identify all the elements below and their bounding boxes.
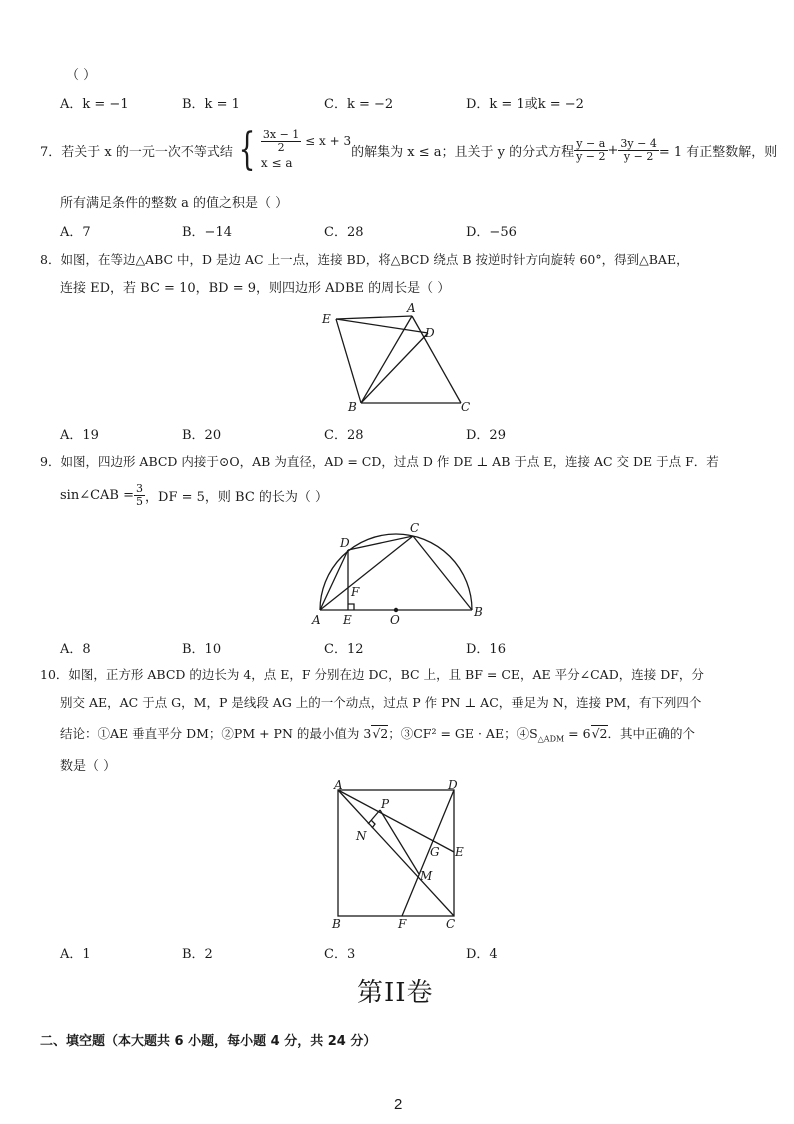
q9-option-b: B．10 bbox=[182, 642, 222, 657]
sqrt-symbol: √2 bbox=[372, 726, 389, 741]
segment-ac bbox=[412, 316, 461, 403]
label-p: P bbox=[381, 797, 390, 811]
q9-line2-rest: ，DF = 5，则 BC 的长为（ ） bbox=[145, 489, 329, 505]
label-c: C bbox=[410, 521, 420, 535]
q10-line3 bbox=[60, 724, 695, 744]
q8-option-d: D．29 bbox=[466, 428, 506, 443]
q6-paren: （ ） bbox=[66, 68, 97, 83]
q6-option-b: B．k = 1 bbox=[182, 97, 240, 112]
q6-option-a: A．k = −1 bbox=[60, 97, 129, 112]
label-o: O bbox=[390, 613, 400, 627]
section-heading: 二、填空题（本大题共 6 小题，每小题 4 分，共 24 分） bbox=[40, 1034, 377, 1049]
label-b: B bbox=[474, 605, 483, 619]
label-c: C bbox=[446, 917, 456, 931]
q7-option-a: A．7 bbox=[60, 225, 91, 240]
q7-option-c: C．28 bbox=[324, 225, 364, 240]
segment-ac bbox=[320, 536, 413, 610]
q10-line3-d: ．其中正确的个 bbox=[607, 726, 696, 741]
label-d: D bbox=[340, 536, 350, 550]
q9-figure bbox=[306, 520, 492, 630]
label-m: M bbox=[420, 869, 433, 883]
q10-option-a: A．1 bbox=[60, 947, 91, 962]
q7-ineq-fraction: $\frac{3x - 1}{2}$ bbox=[262, 127, 300, 154]
q9-option-c: C．12 bbox=[324, 642, 364, 657]
q7-stem bbox=[40, 122, 777, 178]
segment-pn bbox=[368, 810, 380, 824]
label-a: A bbox=[312, 613, 321, 627]
q9-sin-fraction: $\frac{3}{5}$ bbox=[136, 481, 144, 508]
q9-line1: 9．如图，四边形 ABCD 内接于⊙O，AB 为直径，AD = CD，过点 D 作 DE ⊥ AB 于点 E，连接 AC 交 DE 于点 F．若 bbox=[40, 454, 719, 469]
q10-line1: 10．如图，正方形 ABCD 的边长为 4，点 E，F 分别在边 DC，BC 上，且 BF = CE，AE 平分∠CAD，连接 DF，分 bbox=[40, 667, 704, 682]
q10-line4: 数是（ ） bbox=[60, 759, 117, 774]
q7-prefix: 7．若关于 x 的一元一次不等式结 bbox=[40, 144, 233, 160]
q7-option-d: D．−56 bbox=[466, 225, 517, 240]
sqrt-symbol: √2 bbox=[591, 726, 608, 741]
q10-line2: 别交 AE，AC 于点 G，M，P 是线段 AG 上的一个动点，过点 P 作 PN ⊥ AC，垂足为 N，连接 PM，有下列四个 bbox=[60, 695, 702, 710]
label-e: E bbox=[322, 312, 331, 326]
label-d: D bbox=[425, 326, 435, 340]
q8-line1: 8．如图，在等边△ABC 中，D 是边 AC 上一点，连接 BD，将△BCD 绕点 B 按逆时针方向旋转 60°，得到△BAE， bbox=[40, 252, 689, 267]
label-f: F bbox=[351, 585, 360, 599]
q7-line2: 所有满足条件的整数 a 的值之积是（ ） bbox=[60, 196, 289, 211]
segment-df bbox=[402, 790, 454, 916]
q10-line3-a: 结论：①AE 垂直平分 DM；②PM + PN 的最小值为 3 bbox=[60, 726, 372, 741]
q6-option-d: D．k = 1或k = −2 bbox=[466, 97, 584, 112]
q7-option-b: B．−14 bbox=[182, 225, 232, 240]
q9-sin-prefix: sin∠CAB = bbox=[60, 487, 135, 503]
q8-option-b: B．20 bbox=[182, 428, 222, 443]
segment-ad bbox=[320, 550, 348, 610]
q7-suffix: = 1 有正整数解，则 bbox=[658, 144, 778, 160]
q10-option-b: B．2 bbox=[182, 947, 213, 962]
q9-option-d: D．16 bbox=[466, 642, 506, 657]
page-number: 2 bbox=[394, 1096, 403, 1113]
q10-option-d: D．4 bbox=[466, 947, 498, 962]
label-n: N bbox=[356, 829, 367, 843]
segment-ea bbox=[336, 316, 412, 319]
center-point-o bbox=[394, 608, 398, 612]
q10-line3-b: ；③CF² = GE · AE；④S bbox=[388, 726, 538, 741]
q7-fraction-1: $\frac{y - a}{y - 2}$ bbox=[576, 136, 606, 163]
q6-option-c: C．k = −2 bbox=[324, 97, 394, 112]
label-a: A bbox=[334, 780, 343, 792]
label-f: F bbox=[398, 917, 407, 931]
right-angle-mark bbox=[348, 604, 354, 610]
segment-ab bbox=[361, 316, 412, 403]
q7-fraction-2: $\frac{3y - 4}{y - 2}$ bbox=[620, 136, 657, 163]
q10-line3-c: = 6 bbox=[564, 726, 591, 741]
q7-ineq-second: x ≤ a bbox=[260, 155, 293, 170]
q10-figure bbox=[326, 780, 476, 932]
q10-area-subscript: △ADM bbox=[537, 734, 565, 744]
q7-middle: 的解集为 x ≤ a；且关于 y 的分式方程 bbox=[351, 144, 575, 160]
q9-line2 bbox=[60, 478, 328, 512]
label-b: B bbox=[348, 400, 357, 414]
label-b: B bbox=[332, 917, 341, 931]
brace-symbol: { bbox=[238, 124, 256, 175]
segment-eb bbox=[336, 319, 361, 403]
label-e: E bbox=[455, 845, 464, 859]
q10-option-c: C．3 bbox=[324, 947, 356, 962]
label-g: G bbox=[430, 845, 440, 859]
q7-ineq-rhs: ≤ x + 3 bbox=[305, 133, 352, 148]
q9-option-a: A．8 bbox=[60, 642, 91, 657]
q7-plus: + bbox=[607, 142, 619, 158]
part-title: 第II卷 bbox=[357, 978, 434, 1008]
label-d: D bbox=[448, 780, 458, 792]
label-c: C bbox=[461, 400, 471, 414]
segment-bd bbox=[361, 333, 428, 403]
q8-line2: 连接 ED，若 BC = 10，BD = 9，则四边形 ADBE 的周长是（ ） bbox=[60, 281, 451, 296]
q8-option-c: C．28 bbox=[324, 428, 364, 443]
q7-inequality-system bbox=[261, 129, 351, 172]
label-e: E bbox=[343, 613, 352, 627]
q8-option-a: A．19 bbox=[60, 428, 99, 443]
label-a: A bbox=[407, 303, 416, 315]
q8-figure bbox=[318, 303, 478, 415]
